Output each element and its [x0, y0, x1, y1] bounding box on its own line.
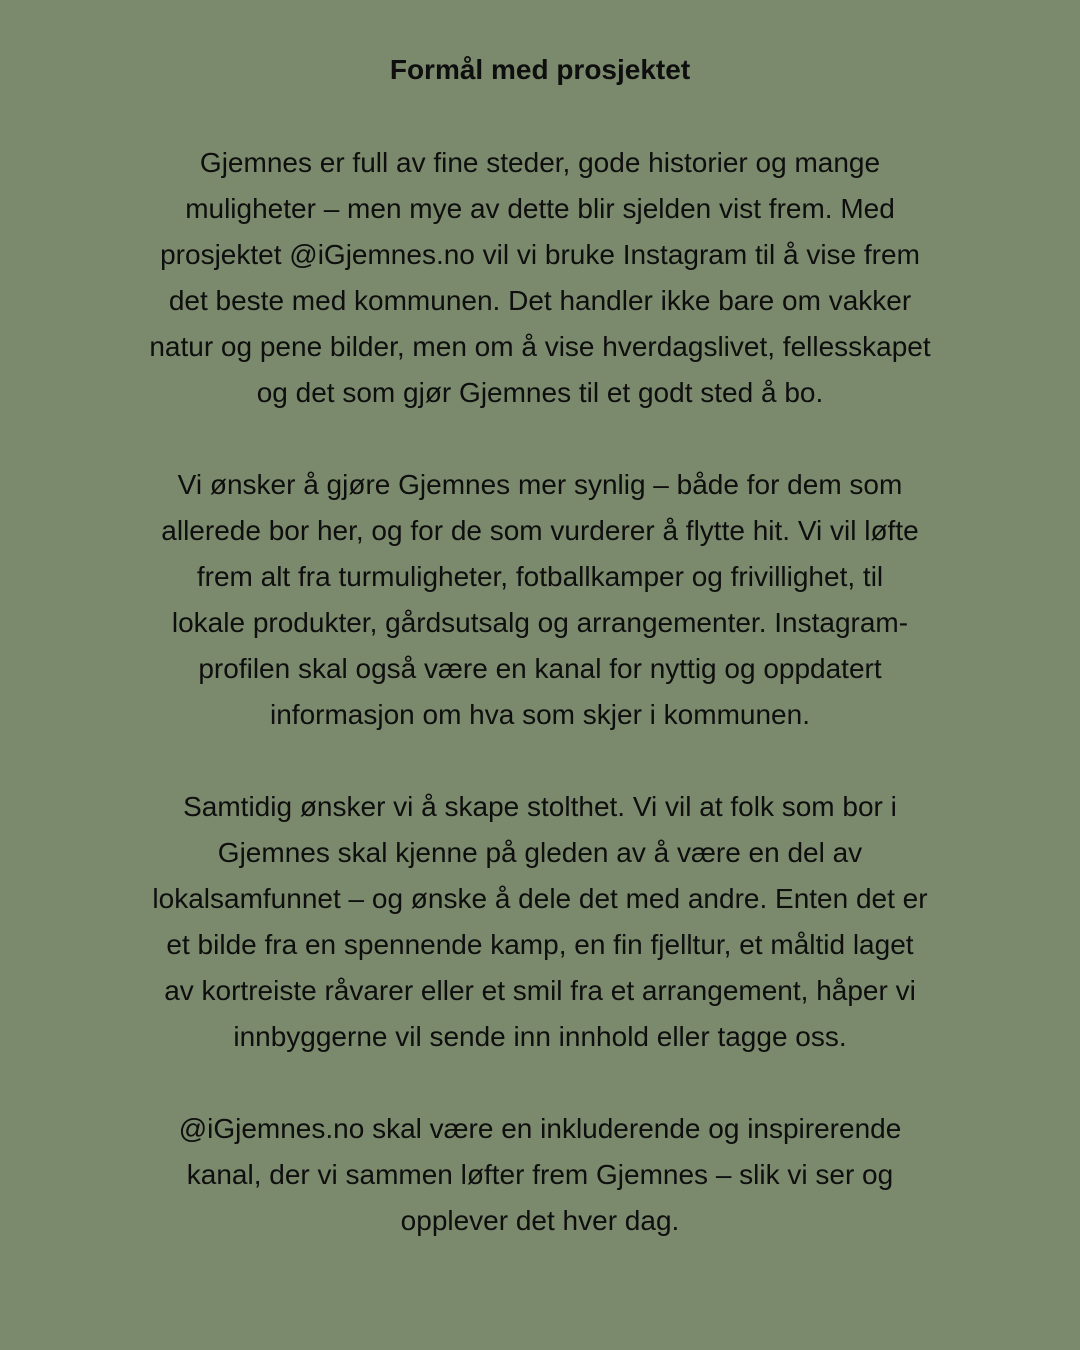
text-line: muligheter – men mye av dette blir sjelden vist frem. Med	[185, 193, 895, 224]
text-line: informasjon om hva som skjer i kommunen.	[270, 699, 810, 730]
text-line: frem alt fra turmuligheter, fotballkamper og frivillighet, til	[196, 561, 884, 592]
text-line: innbyggerne vil sende inn innhold eller tagge oss.	[233, 1021, 847, 1052]
text-line: Vi ønsker å gjøre Gjemnes mer synlig – både for dem som	[177, 469, 903, 500]
text-line: et bilde fra en spennende kamp, en fin fjelltur, et måltid laget	[166, 929, 914, 960]
text-line: allerede bor her, og for de som vurderer å flytte hit. Vi vil løfte	[161, 515, 919, 546]
text-line: det beste med kommunen. Det handler ikke bare om vakker	[168, 285, 912, 316]
text-line: prosjektet @iGjemnes.no vil vi bruke Instagram til å vise frem	[160, 239, 920, 270]
text-line: lokalsamfunnet – og ønske å dele det med andre. Enten det er	[152, 883, 928, 914]
text-line: opplever det hver dag.	[400, 1205, 680, 1236]
paragraph-visibility	[110, 462, 970, 738]
text-line: og det som gjør Gjemnes til et godt sted å bo.	[256, 377, 824, 408]
text-line: @iGjemnes.no skal være en inkluderende og inspirerende	[178, 1113, 902, 1144]
paragraph-closing	[110, 1106, 970, 1244]
paragraph-intro	[110, 140, 970, 416]
text-line: natur og pene bilder, men om å vise hverdagslivet, fellesskapet	[149, 331, 931, 362]
text-line: lokale produkter, gårdsutsalg og arrangementer. Instagram-	[171, 607, 909, 638]
page-title: Formål med prosjektet	[389, 54, 691, 85]
paragraph-pride	[110, 784, 970, 1060]
text-line: kanal, der vi sammen løfter frem Gjemnes – slik vi ser og	[186, 1159, 894, 1190]
text-line: av kortreiste råvarer eller et smil fra et arrangement, håper vi	[164, 975, 916, 1006]
text-line: Gjemnes skal kjenne på gleden av å være en del av	[217, 837, 863, 868]
text-line: profilen skal også være en kanal for nyttig og oppdatert	[198, 653, 882, 684]
text-line: Samtidig ønsker vi å skape stolthet. Vi vil at folk som bor i	[183, 791, 897, 822]
text-line: Gjemnes er full av fine steder, gode historier og mange	[199, 147, 881, 178]
